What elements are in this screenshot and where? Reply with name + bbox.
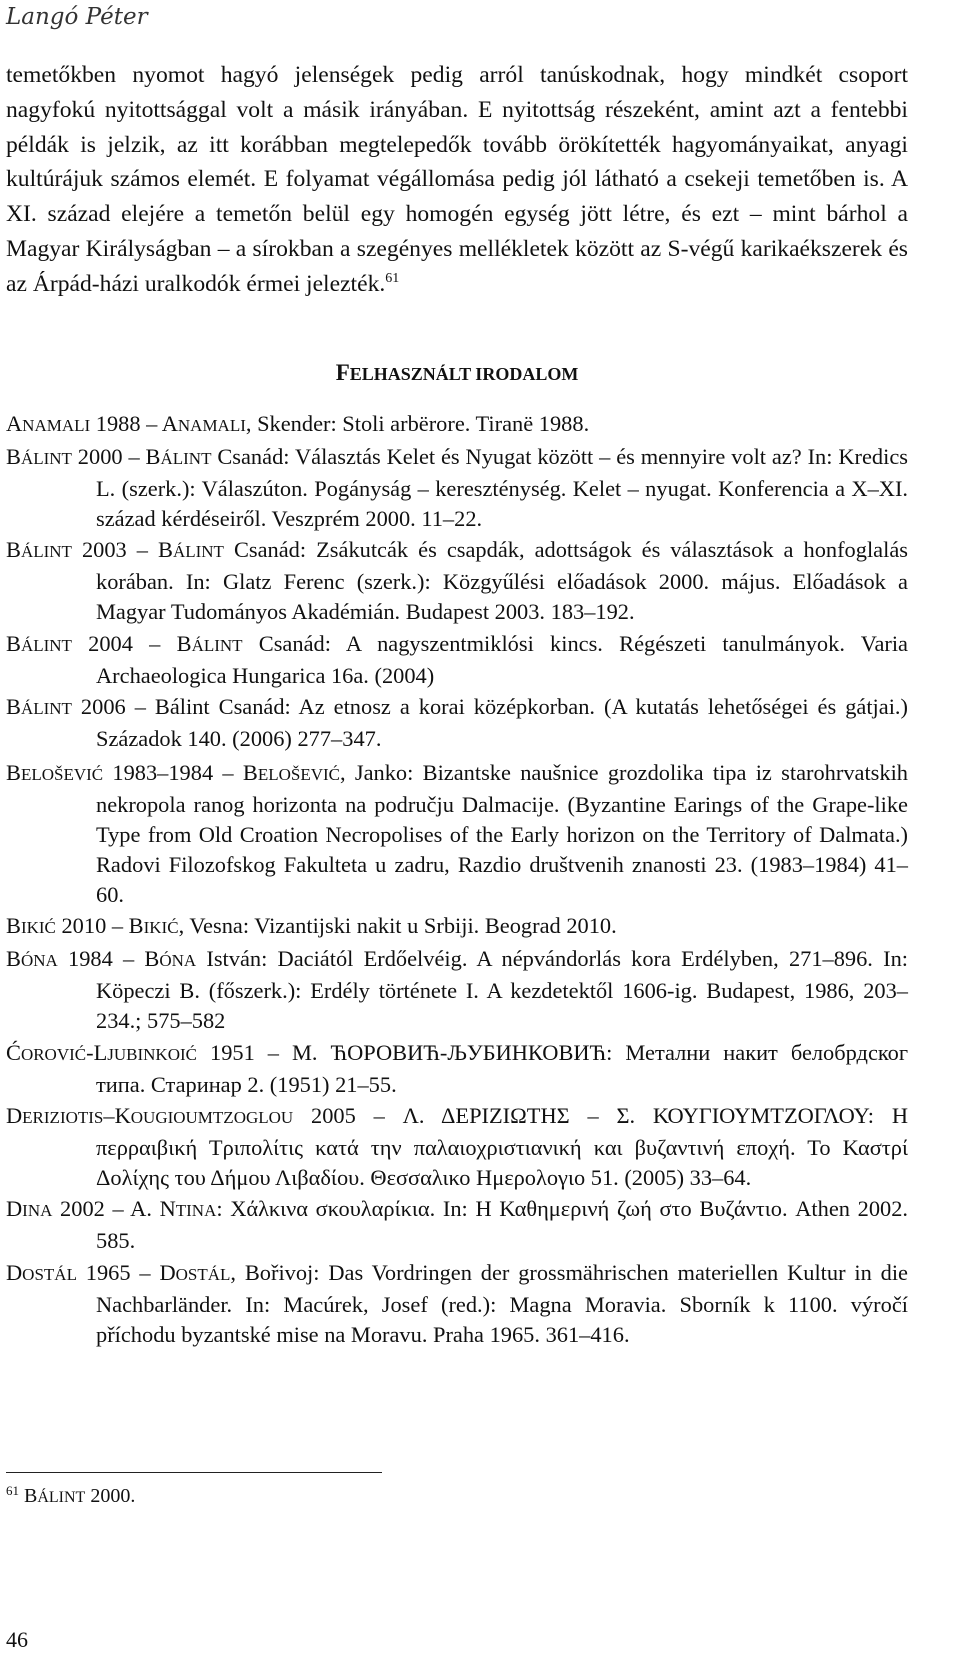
reference-entry xyxy=(6,535,908,627)
reference-author-smallcaps: ÁLINT xyxy=(20,699,72,719)
reference-author-smallcaps: ÁLINT xyxy=(20,448,72,468)
reference-author-initial: Ć xyxy=(6,1039,21,1065)
reference-citation: 2005 – Λ. ΔΕΡΙΖΙΩΤΗΣ – Σ. ΚΟΥΓΙΟΥΜΤΖΟΓΛΟΥ: Η περραιβική Τριπολίτις κατά την παλαιοχριστιανική και βυζαντινή εποχή. Το Καστρί Δολίχης του Δήμου Λιβαδίου. Θεσσαλικο Ημερολογιο 51. (2005) 33–64. xyxy=(96,1103,908,1191)
reference-citation: 1951 – M. ЋОРОВИЋ-ЉУБИНКОВИЋ: Метални накит белобрдског типа. Старинар 2. (1951) 21–55. xyxy=(96,1039,908,1097)
footnote-marker: 61 xyxy=(385,270,400,286)
reference-author2-smallcaps: JUBINKOIĆ xyxy=(107,1044,197,1064)
reference-author-initial: B xyxy=(6,694,21,720)
reference-author-initial: D xyxy=(6,1196,23,1222)
footnote-year: 2000. xyxy=(85,1485,136,1507)
reference-citation: : Χάλκινα σκουλαρίκια. In: Η Καθημερινή ζωή στο Βυζάντιο. Athen 2002. 585. xyxy=(96,1196,908,1254)
reference-entry xyxy=(6,1038,908,1100)
reference-author2-initial: A xyxy=(161,410,178,436)
reference-entry xyxy=(6,409,908,441)
reference-entry xyxy=(6,944,908,1036)
reference-author2-smallcaps: NAMALI xyxy=(177,415,246,435)
reference-author2-smallcaps: ÁLINT xyxy=(172,542,224,562)
page-number: 46 xyxy=(6,1627,28,1652)
footnote-rule xyxy=(6,1472,382,1473)
reference-author2-smallcaps: ELOŠEVIĆ xyxy=(257,764,341,784)
reference-author2-initial: B xyxy=(128,912,144,938)
reference-entry xyxy=(6,1258,908,1350)
reference-citation: , Bořivoj: Das Vordringen der grossmährischen materiellen Kultur in die Nachbarländer. In: Macúrek, Josef (red.): Magna Moravia. Sborník k 1100. výročí příchodu byzantské mise na Moravu. Praha 1965. 361–416. xyxy=(96,1259,908,1347)
reference-author-smallcaps: ÁLINT xyxy=(20,542,72,562)
reference-year: 1984 – xyxy=(57,946,145,972)
reference-author2-smallcaps: OSTÁL xyxy=(175,1264,231,1284)
footnote xyxy=(6,1485,135,1508)
reference-author2-initial: B xyxy=(158,537,173,563)
reference-author-initial: D xyxy=(6,1259,23,1285)
reference-year: 1965 – xyxy=(76,1259,160,1285)
footnote-author-initial: B xyxy=(24,1485,38,1507)
section-heading-initial: F xyxy=(335,359,350,385)
reference-author2-smallcaps: TINA xyxy=(175,1201,217,1221)
body-paragraph-text: temetőkben nyomot hagyó jelenségek pedig arról tanúskodnak, hogy mindkét csoport nagyfokú nyitottsággal volt a másik irányában. E nyitottság részeként, amint azt a fentebbi példák is jelzik, az itt korábban megtelepedők tovább örökítették hagyományaikat, anyagi kultúrájuk számos elemét. E folyamat végállomása pedig jól látható a csekeji temetőben is. A XI. század elejére a temetőn belül egy homogén egység jött létre, és ezt – mint bárhol a Magyar Királyságban – a sírokban a szegényes mellékletek között az S-végű karikaékszerek és az Árpád-házi uralkodók érmei jelezték. xyxy=(6,62,908,297)
reference-author2-initial: B xyxy=(145,443,161,469)
reference-author2-smallcaps: ÁLINT xyxy=(191,635,243,655)
reference-list xyxy=(6,409,908,1350)
reference-author-smallcaps: OSTÁL xyxy=(22,1264,77,1284)
section-heading xyxy=(6,360,908,386)
reference-citation: Csanád: Választás Kelet és Nyugat között – és mennyire volt az? In: Kredics L. (szerk.): Válaszúton. Pogányság – kereszténység. Kelet – nyugat. Konferencia a X–XI. század kérdéseiről. Veszprém 2000. 11–22. xyxy=(96,443,908,531)
reference-author2-initial: B xyxy=(242,759,258,785)
body-paragraph xyxy=(6,58,908,302)
reference-year: 1988 – xyxy=(90,410,162,436)
reference-citation: Csanád: Zsákutcák és csapdák, adottságok és választások a honfoglalás korában. In: Glatz Ferenc (szerk.): Közgyűlési előadások 2000. május. Előadások a Magyar Tudományos Akadémián. Budapest 2003. 183–192. xyxy=(96,537,908,625)
reference-author-initial: B xyxy=(6,759,21,785)
reference-author2-initial: D xyxy=(159,1259,176,1285)
reference-year: 2010 – xyxy=(55,912,129,938)
reference-entry xyxy=(6,1194,908,1256)
reference-year: 1983–1984 – xyxy=(103,759,243,785)
reference-author2-smallcaps: ÁLINT xyxy=(160,448,212,468)
reference-author-smallcaps: ÓNA xyxy=(20,951,58,971)
reference-author-smallcaps: OROVIĆ xyxy=(20,1044,87,1064)
running-header: Langó Péter xyxy=(6,4,148,30)
reference-entry xyxy=(6,442,908,534)
reference-author-initial: B xyxy=(6,537,21,563)
reference-author2-smallcaps: ÓNA xyxy=(159,951,197,971)
reference-author-smallcaps: ELOŠEVIĆ xyxy=(20,764,104,784)
reference-entry xyxy=(6,692,908,756)
reference-year: 2003 – xyxy=(71,537,158,563)
reference-author-smallcaps: NAMALI xyxy=(22,415,91,435)
reference-author2-initial: B xyxy=(144,946,160,972)
reference-year: 2002 – A. xyxy=(52,1196,160,1222)
reference-year: - xyxy=(86,1039,94,1065)
reference-author-initial: D xyxy=(6,1103,23,1129)
reference-author2-initial: L xyxy=(93,1039,108,1065)
reference-year: – xyxy=(103,1103,115,1129)
reference-citation: , Skender: Stoli arbërore. Tiranë 1988. xyxy=(245,410,590,436)
page-content xyxy=(6,58,908,1351)
reference-author2-initial: K xyxy=(114,1103,131,1129)
reference-entry xyxy=(6,911,908,943)
reference-year: 2004 – xyxy=(71,630,177,656)
reference-author2-smallcaps: IKIĆ xyxy=(143,917,179,937)
reference-author-initial: B xyxy=(6,946,21,972)
reference-entry xyxy=(6,758,908,910)
reference-entry xyxy=(6,1101,908,1193)
reference-citation: , Vesna: Vizantijski nakit u Srbiji. Beograd 2010. xyxy=(178,912,617,938)
reference-author-smallcaps: ERIZIOTIS xyxy=(22,1108,104,1128)
reference-author-smallcaps: INA xyxy=(22,1201,53,1221)
section-heading-rest: ELHASZNÁLT IRODALOM xyxy=(349,363,579,384)
reference-citation: István: Daciától Erdőelvéig. A népvándorlás kora Erdélyben, 271–896. In: Köpeczi B. (főszerk.): Erdély története I. A kezdetektől 1606-ig. Budapest, 1986, 203–234.; 575–582 xyxy=(96,946,908,1034)
reference-author-initial: B xyxy=(6,912,21,938)
reference-citation: Csanád: A nagyszentmiklósi kincs. Régészeti tanulmányok. Varia Archaeologica Hungarica 16a. (2004) xyxy=(96,630,908,688)
footnote-author-rest: ÁLINT xyxy=(37,1489,86,1506)
reference-author2-smallcaps: OUGIOUMTZOGLOU xyxy=(130,1108,294,1128)
reference-year: 2006 – Bálint Csanád: Az etnosz a korai középkorban. (A kutatás lehetőségei és gátjai.) Századok 140. (2006) 277–347. xyxy=(71,694,908,752)
reference-entry xyxy=(6,629,908,691)
reference-author-initial: A xyxy=(6,410,23,436)
reference-author-initial: B xyxy=(6,630,21,656)
reference-citation: , Janko: Bizantske naušnice grozdolika tipa iz starohrvatskih nekropola ranog horizonta na području Dalmacije. (Byzantine Earings of the Grape-like Type from Old Croation Necropolises of the Early horizon on the Territory of Dalmata.) Radovi Filozofskog Fakulteta u zadru, Razdio društvenih znanosti 23. (1983–1984) 41–60. xyxy=(96,759,908,907)
reference-author2-initial: N xyxy=(159,1196,176,1222)
footnote-number: 61 xyxy=(6,1483,19,1498)
reference-author2-initial: B xyxy=(176,630,192,656)
reference-author-initial: B xyxy=(6,443,21,469)
reference-author-smallcaps: ÁLINT xyxy=(20,635,72,655)
reference-year: 2000 – xyxy=(71,443,146,469)
reference-author-smallcaps: IKIĆ xyxy=(20,917,56,937)
